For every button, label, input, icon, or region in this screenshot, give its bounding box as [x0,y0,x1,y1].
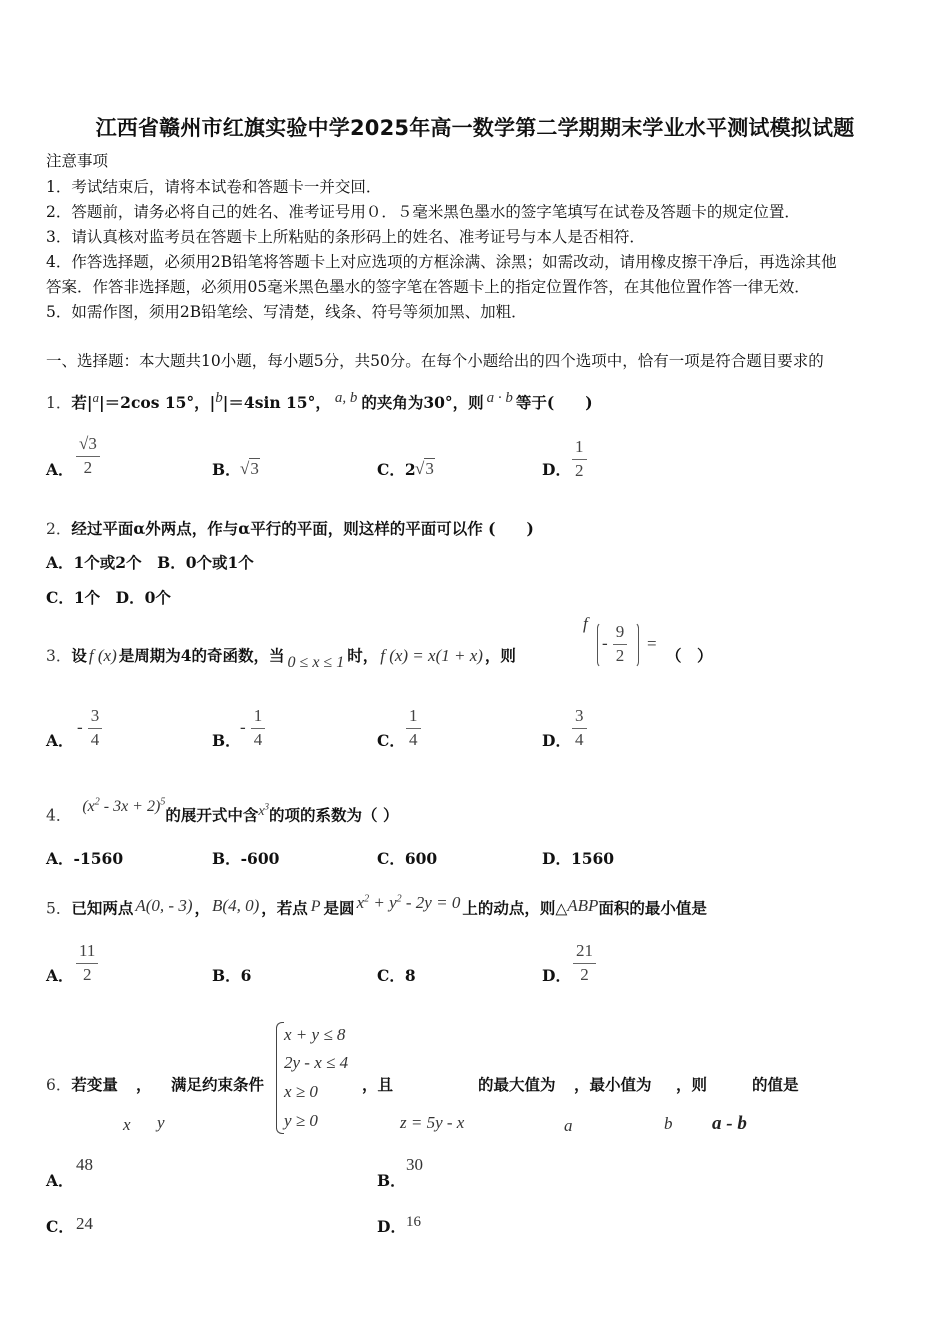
notice-item: 2．答题前，请务必将自己的姓名、准考证号用０．５毫米黑色墨水的签字笔填写在试卷及答题卡的规定位置． [46,203,800,221]
q4-text: 的项的系数为（ ） [269,805,399,825]
constraint: x ≥ 0 [284,1082,318,1101]
q6-option-a-value: 48 [76,1155,93,1174]
vector-b: b [215,390,223,406]
q3-option-a[interactable]: A． [46,731,74,750]
section-heading: 一、选择题：本大题共10小题，每小题5分，共50分。在每个小题给出的四个选项中，恰有一项是符合题目要求的 [46,352,824,370]
q3-text: 设 [71,646,87,665]
q4-option-a[interactable]: A．-1560 [46,849,124,868]
function-fx: f (x) [88,646,117,665]
q5-option-b[interactable]: B．6 [212,966,252,985]
q1-option-a-value: $\frac{√3}{2}$ [76,434,100,478]
q5-text: ，若点 [261,898,308,918]
dot-product: a · b [486,390,513,406]
q3-option-b[interactable]: B． [212,731,241,750]
q3-text: 时， [347,646,379,665]
constraint: x + y ≤ 8 [284,1025,346,1044]
notice-item: 4．作答选择题，必须用2B铅笔将答题卡上对应选项的方框涂满、涂黑；如需改动，请用橡皮擦干净后，再选涂其他 [46,253,837,271]
domain-range: 0 ≤ x ≤ 1 [287,654,345,671]
q4-x3: $x^3$ [258,801,270,819]
q5-text: 上的动点，则△ [462,898,568,918]
q5-text: 已知两点 [71,898,134,918]
q5-option-a[interactable]: A． [46,966,74,985]
notice-item: 1．考试结束后，请将本试卷和答题卡一并交回． [46,178,382,196]
q5-option-d-value: $\frac{21}{2}$ [573,941,596,985]
page-title: 江西省赣州市红旗实验中学2025年高一数学第二学期期末学业水平测试模拟试题 [95,116,855,140]
q1-text: 若| [71,393,93,413]
q6-text: 的值是 [752,1075,799,1094]
q6-text: ，且 [362,1075,394,1094]
q1-text: 等于( ) [515,393,593,413]
q4-option-c[interactable]: C．600 [377,849,438,868]
q4-expression: $(x^2 - 3x + 2)^5$ [82,796,166,815]
q3-option-c[interactable]: C． [377,731,405,750]
q4-text: 的展开式中含 [165,805,259,825]
q1-text: |＝4sin 15°， [222,393,331,413]
q6-option-b[interactable]: B． [377,1171,406,1190]
q4-option-b[interactable]: B．-600 [212,849,280,868]
q5-option-d[interactable]: D． [542,966,571,985]
q6-option-c-value: 24 [76,1214,93,1233]
question-number: 4． [46,806,72,825]
variable-b: b [664,1114,673,1133]
question-4 [46,796,399,828]
q2-text: 经过平面α外两点，作与α平行的平面，则这样的平面可以作 ( ) [71,519,534,538]
q1-text: 的夹角为30°，则 [361,393,484,413]
q6-option-b-value: 30 [406,1155,423,1174]
q6-option-d[interactable]: D． [377,1217,406,1236]
a-minus-b: a - b [712,1113,747,1134]
q3-equals: = [647,634,657,653]
q3-option-d[interactable]: D． [542,731,571,750]
q3-blank: （ ） [666,646,713,665]
q6-option-a[interactable]: A． [46,1171,74,1190]
constraint: y ≥ 0 [284,1111,318,1130]
objective-z: z = 5y - x [400,1113,465,1132]
question-number: 1． [46,394,72,413]
notice-item: 5．如需作图，须用2B铅笔绘、写清楚，线条、符号等须加黑、加粗． [46,303,527,321]
q6-text: 满足约束条件 [171,1075,265,1094]
q4-option-d[interactable]: D．1560 [542,849,615,868]
point-b: B(4, 0) [212,895,260,915]
variable-x: x [123,1115,131,1134]
q3-option-a-value: - $\frac{3}{4}$ [77,706,102,750]
question-number: 5． [46,899,72,918]
q1-option-d-value: $\frac{1}{2}$ [572,437,587,481]
q6-text: ， [136,1075,152,1094]
q5-text: 是圆 [323,898,355,918]
question-1 [46,388,593,413]
variable-a: a [564,1116,573,1135]
q1-option-d[interactable]: D． [542,460,571,479]
q1-text: |＝2cos 15°，| [99,393,216,413]
vector-a: a [92,390,100,405]
question-2 [46,519,534,539]
q3-option-d-value: $\frac{3}{4}$ [572,706,587,750]
q3-text: 是周期为4的奇函数，当 [118,646,285,665]
vectors-ab: a, b [334,390,358,406]
q2-options-row-2[interactable]: C．1个 D．0个 [46,588,171,607]
q1-option-c[interactable]: C．2 [377,460,416,479]
constraint-brace [276,1022,284,1134]
triangle-abp: ABP [567,895,599,915]
question-3 [46,646,516,671]
point-p: P [310,897,321,915]
q6-text: 的最大值为 [478,1075,556,1094]
notice-item: 答案．作答非选择题，必须用05毫米黑色墨水的签字笔在答题卡上的指定位置作答，在其他位置作答一律无效． [46,278,810,296]
question-number: 3． [46,647,72,665]
function-formula: f (x) = x(1 + x) [380,646,483,665]
variable-y: y [157,1113,165,1132]
point-a: A(0, - 3) [135,895,193,915]
q6-option-c[interactable]: C． [46,1217,74,1236]
q5-text: 面积的最小值是 [598,898,707,918]
question-6 [46,1075,118,1095]
q3-option-b-value: - $\frac{1}{4}$ [240,706,265,750]
q1-option-a[interactable]: A． [46,460,74,479]
notice-item: 3．请认真核对监考员在答题卡上所粘贴的条形码上的姓名、准考证号与本人是否相符． [46,228,645,246]
question-number: 2． [46,520,72,538]
q3-arg-value: - $\frac{9}{2}$ [602,622,627,666]
q2-options-row-1[interactable]: A．1个或2个 B．0个或1个 [46,553,254,572]
q6-text: 若变量 [71,1075,118,1094]
q5-option-c[interactable]: C．8 [377,966,416,985]
question-number: 6． [46,1076,72,1094]
q3-text: ，则 [484,646,516,665]
circle-equation: $x^2 + y^2 - 2y = 0$ [356,892,461,912]
notice-heading: 注意事项 [46,152,109,170]
q6-text: ，最小值为 [574,1075,652,1094]
q1-option-b[interactable]: B． [212,460,241,479]
q6-option-d-value: 16 [406,1214,421,1230]
constraint: 2y - x ≤ 4 [284,1053,349,1072]
q5-text: ， [194,898,211,918]
q5-option-a-value: $\frac{11}{2}$ [76,941,98,985]
question-5 [46,892,707,920]
q1-option-b-value: √3 [240,459,259,478]
q3-f-argument: f [583,614,588,633]
q3-option-c-value: $\frac{1}{4}$ [406,706,421,750]
q6-text: ，则 [676,1075,708,1094]
q1-option-c-value: √3 [415,459,434,478]
